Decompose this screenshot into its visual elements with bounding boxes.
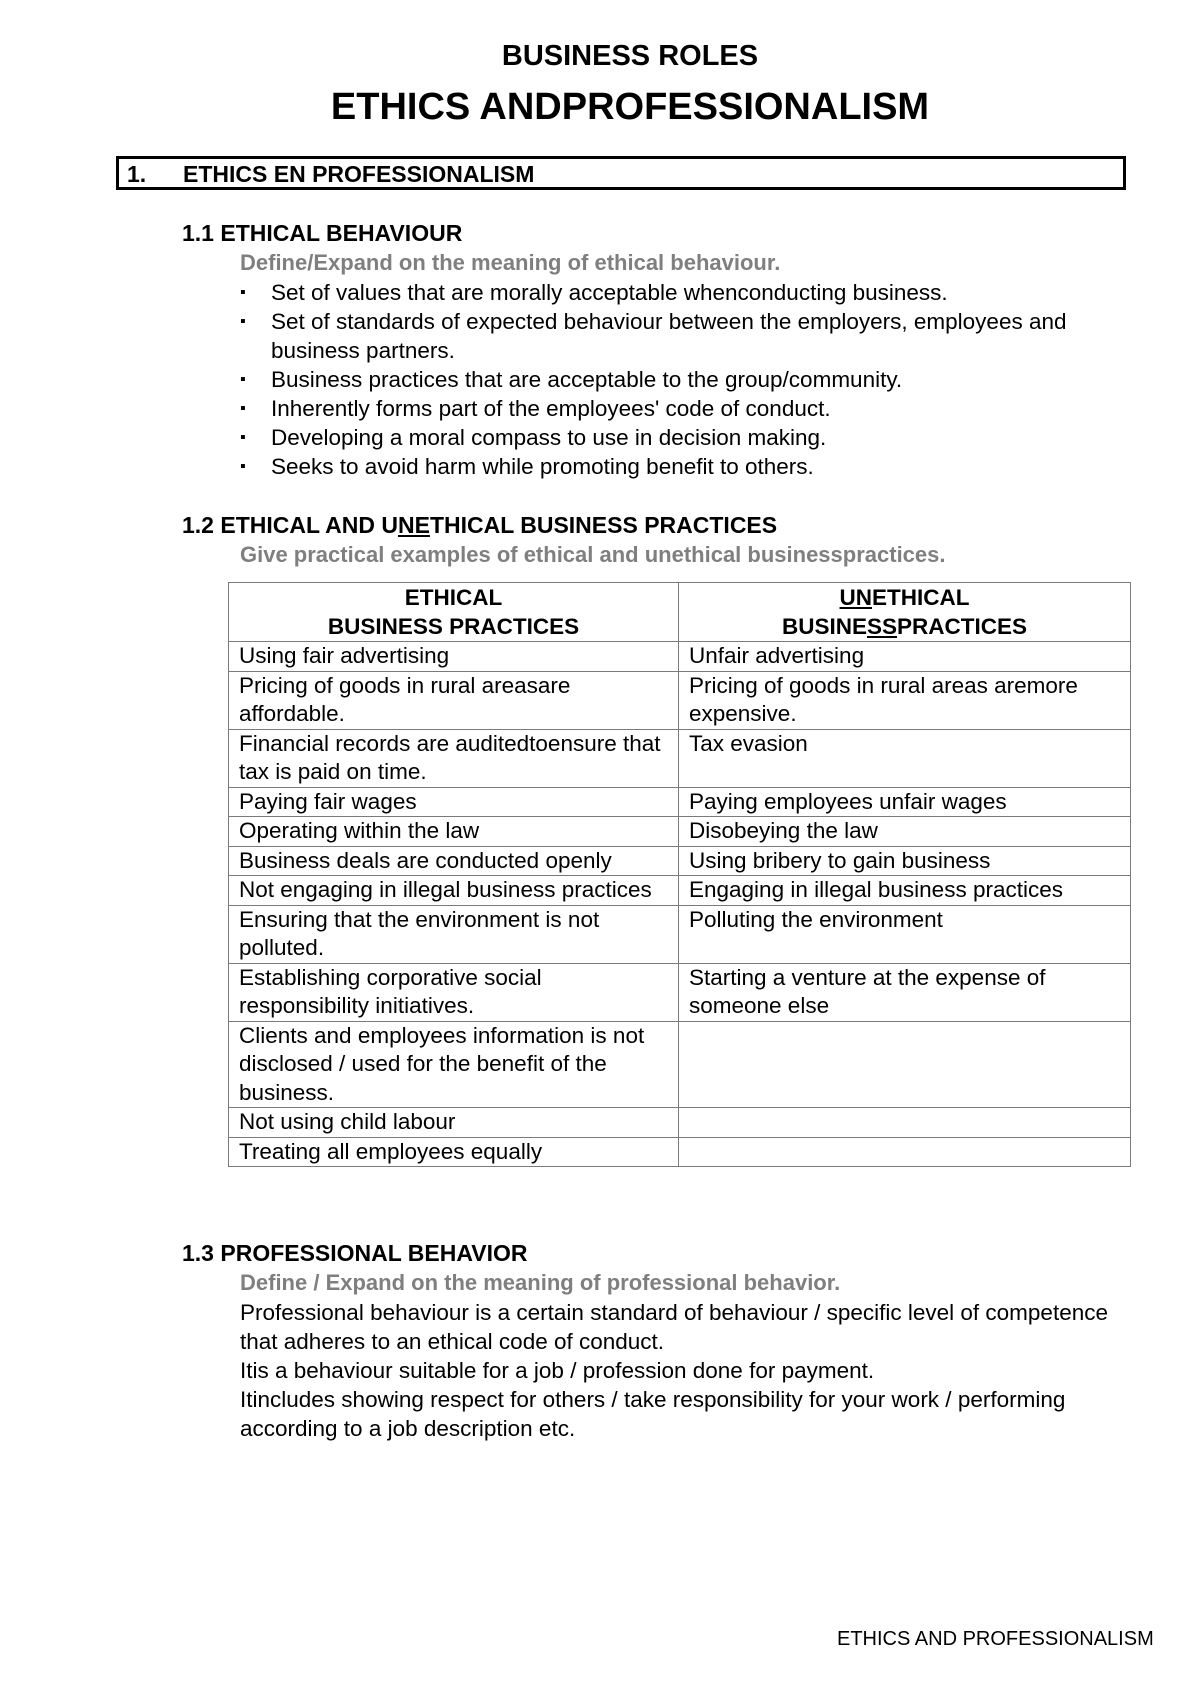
- header-ethical: ETHICAL BUSINESS PRACTICES: [229, 583, 679, 642]
- section-number: 1.: [127, 161, 147, 187]
- list-item: ▪ Developing a moral compass to use in decision making.: [240, 425, 827, 450]
- bullet-icon: ▪: [240, 429, 246, 446]
- page-footer: ETHICS AND PROFESSIONALISM: [837, 1628, 1154, 1650]
- header-unethical: UNETHICAL BUSINESSPRACTICES: [679, 583, 1131, 642]
- ethical-cell: Establishing corporative social responsibility initiatives.: [229, 963, 679, 1021]
- table-row: [229, 1108, 1131, 1138]
- table-row: [229, 671, 1131, 729]
- ethical-cell: Business deals are conducted openly: [229, 846, 679, 876]
- table-row: [229, 787, 1131, 817]
- table-row: [229, 642, 1131, 672]
- document-subtitle: ETHICS ANDPROFESSIONALISM: [330, 86, 930, 128]
- table-row: [229, 729, 1131, 787]
- unethical-cell: [679, 1108, 1131, 1138]
- ethical-cell: Pricing of goods in rural areasare affordable.: [229, 671, 679, 729]
- unethical-cell: Unfair advertising: [679, 642, 1131, 672]
- ethical-cell: Financial records are auditedtoensure that tax is paid on time.: [229, 729, 679, 787]
- document-title: BUSINESS ROLES: [501, 40, 759, 72]
- unethical-cell: Using bribery to gain business: [679, 846, 1131, 876]
- paragraph-line: Professional behaviour is a certain standard of behaviour / specific level of competence that adheres to an ethical code of conduct.: [240, 1300, 1108, 1354]
- ethical-cell: Clients and employees information is not disclosed / used for the benefit of the business.: [229, 1021, 679, 1108]
- unethical-cell: Paying employees unfair wages: [679, 787, 1131, 817]
- unethical-cell: [679, 1137, 1131, 1167]
- list-item: ▪ Inherently forms part of the employees' code of conduct.: [240, 396, 831, 421]
- ethical-cell: Not engaging in illegal business practices: [229, 876, 679, 906]
- ethical-cell: Using fair advertising: [229, 642, 679, 672]
- bullet-icon: ▪: [240, 313, 246, 330]
- list-item: ▪ Business practices that are acceptable to the group/community.: [240, 367, 903, 392]
- practices-table: [228, 582, 1131, 1167]
- heading-ethical-behaviour: 1.1 ETHICAL BEHAVIOUR: [182, 220, 463, 246]
- unethical-cell: Disobeying the law: [679, 817, 1131, 847]
- table-row: [229, 1137, 1131, 1167]
- unethical-cell: Tax evasion: [679, 729, 1131, 787]
- ethical-cell: Ensuring that the environment is not polluted.: [229, 905, 679, 963]
- bullet-icon: ▪: [240, 284, 246, 301]
- table-row: [229, 905, 1131, 963]
- ethical-behaviour-list: [240, 278, 1120, 481]
- table-row: [229, 876, 1131, 906]
- unethical-cell: Pricing of goods in rural areas aremore expensive.: [679, 671, 1131, 729]
- unethical-cell: Polluting the environment: [679, 905, 1131, 963]
- bullet-icon: ▪: [240, 371, 246, 388]
- unethical-cell: Starting a venture at the expense of someone else: [679, 963, 1131, 1021]
- bullet-icon: ▪: [240, 400, 246, 417]
- list-item: ▪ Set of values that are morally acceptable whenconducting business.: [240, 280, 948, 305]
- table-row: [229, 1021, 1131, 1108]
- bullet-icon: ▪: [240, 458, 246, 475]
- paragraph-line: Itis a behaviour suitable for a job / profession done for payment.: [240, 1358, 875, 1383]
- ethical-cell: Operating within the law: [229, 817, 679, 847]
- professional-behavior-text: [240, 1298, 1120, 1443]
- paragraph-line: Itincludes showing respect for others / take responsibility for your work / performing according to a job description etc.: [240, 1387, 1066, 1441]
- table-row: [229, 817, 1131, 847]
- list-item: ▪ Seeks to avoid harm while promoting benefit to others.: [240, 454, 814, 479]
- table-row: [229, 963, 1131, 1021]
- table-row: [229, 846, 1131, 876]
- ethical-cell: Paying fair wages: [229, 787, 679, 817]
- table-header-row: [229, 583, 1131, 642]
- heading-business-practices: 1.2 ETHICAL AND UNETHICAL BUSINESS PRACTICES: [182, 512, 778, 538]
- heading-professional-behavior: 1.3 PROFESSIONAL BEHAVIOR: [182, 1240, 528, 1266]
- ethical-cell: Treating all employees equally: [229, 1137, 679, 1167]
- instruction-professional-behavior: Define / Expand on the meaning of professional behavior.: [240, 1270, 841, 1295]
- unethical-cell: Engaging in illegal business practices: [679, 876, 1131, 906]
- section-title: ETHICS EN PROFESSIONALISM: [183, 161, 535, 187]
- unethical-cell: [679, 1021, 1131, 1108]
- instruction-business-practices: Give practical examples of ethical and unethical businesspractices.: [240, 542, 946, 567]
- ethical-cell: Not using child labour: [229, 1108, 679, 1138]
- instruction-ethical-behaviour: Define/Expand on the meaning of ethical behaviour.: [240, 250, 781, 275]
- list-item: ▪ Set of standards of expected behaviour between the employers, employees and business partners.: [240, 309, 1067, 363]
- section-heading-box: [116, 156, 1126, 190]
